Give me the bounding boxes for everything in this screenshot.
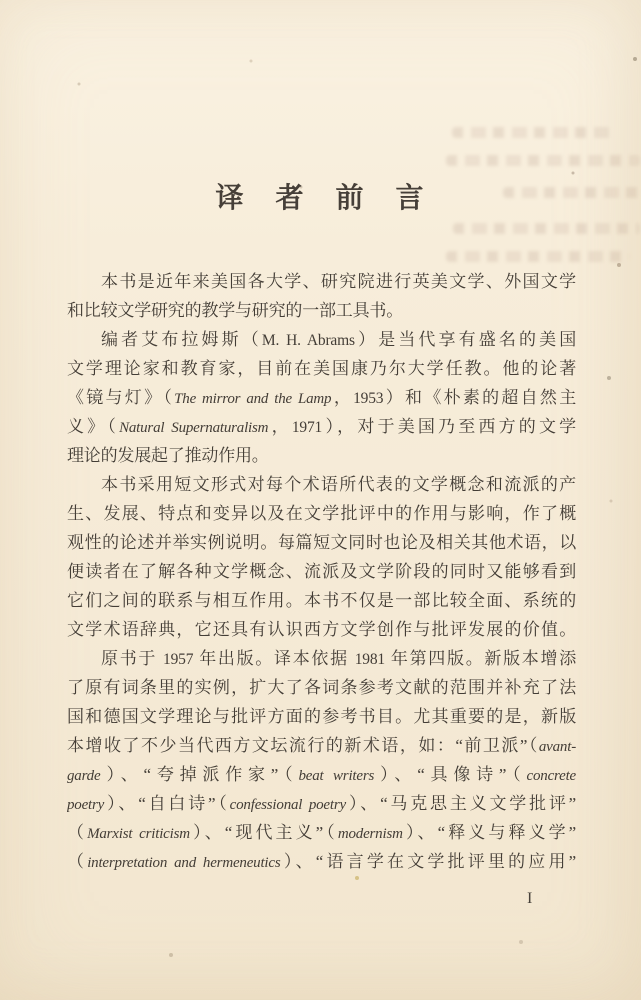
chinese-text: 国和德国文学理论与批评方面的参考书目。尤其重要的是，新版 <box>67 707 576 726</box>
text-line <box>67 296 576 325</box>
text-line <box>67 644 576 673</box>
chinese-text: ）、“自白诗”（ <box>104 794 230 813</box>
chinese-text: ， <box>331 388 354 407</box>
chinese-text: ）、“释义与释义学” <box>402 823 576 842</box>
paragraph <box>67 470 576 644</box>
bleedthrough-line <box>446 251 630 262</box>
bleedthrough-line <box>446 155 640 166</box>
text-line <box>67 354 576 383</box>
text-line <box>67 847 576 876</box>
latin-italic-text: beat writers <box>298 768 375 784</box>
text-line <box>67 499 576 528</box>
text-line <box>67 789 576 818</box>
chinese-text: （ <box>67 823 88 842</box>
paragraph <box>67 325 576 470</box>
chinese-text: 本增收了不少当代西方文坛流行的新术语，如：“前卫派”（ <box>67 736 539 755</box>
bleedthrough-line <box>453 223 640 234</box>
latin-italic-text: poetry <box>67 797 105 813</box>
chinese-text: 《镜与灯》（ <box>67 388 175 407</box>
chinese-text: 和比较文学研究的教学与研究的一部工具书。 <box>67 301 403 320</box>
chinese-text: 文学术语辞典，它还具有认识西方文学创作与批评发展的价值。 <box>67 620 576 639</box>
paragraph <box>67 267 576 325</box>
latin-italic-text: modernism <box>337 826 403 842</box>
text-line <box>67 441 576 470</box>
chinese-text: 了原有词条里的实例，扩大了各词条参考文献的范围并补充了法 <box>67 678 576 697</box>
chinese-text: ）、“具像诗”（ <box>374 765 527 784</box>
latin-italic-text: Marxist criticism <box>87 826 190 842</box>
chinese-text: 本书是近年来美国各大学、研究院进行英美文学、外国文学 <box>101 272 576 291</box>
text-line <box>67 586 576 615</box>
chinese-text: 年第四版。新版本增添 <box>384 649 576 668</box>
text-line <box>67 267 576 296</box>
bleedthrough-line <box>452 127 612 138</box>
text-line <box>67 702 576 731</box>
latin-italic-text: The mirror and the Lamp <box>174 391 332 407</box>
text-line <box>67 557 576 586</box>
chinese-text: ）、“夸掉派作家”（ <box>100 765 299 784</box>
text-line <box>67 615 576 644</box>
latin-roman-text: M. H. Abrams <box>261 332 355 349</box>
paper-speckles <box>0 0 2 2</box>
page-number: I <box>527 890 534 907</box>
text-line <box>67 760 576 789</box>
chinese-text: 生、发展、特点和变异以及在文学批评中的作用与影响，作了概 <box>67 504 576 523</box>
chinese-text: ）、“语言学在文学批评里的应用” <box>280 852 576 871</box>
chinese-text: 观性的论述并举实例说明。每篇短文同时也论及相关其他术语，以 <box>67 533 576 552</box>
chinese-text: ， <box>268 417 292 436</box>
text-line <box>67 673 576 702</box>
chinese-text: 理论的发展起了推动作用。 <box>67 446 269 465</box>
chinese-text: ）、“现代主义”（ <box>189 823 338 842</box>
chinese-text: ）和《朴素的超自然主 <box>383 388 576 407</box>
chinese-text: 本书采用短文形式对每个术语所代表的文学概念和流派的产 <box>101 475 576 494</box>
latin-italic-text: confessional poetry <box>229 797 346 813</box>
latin-italic-text: garde <box>67 768 101 784</box>
latin-roman-text: 1953 <box>353 390 384 407</box>
latin-italic-text: interpretation and hermeneutics <box>87 855 281 871</box>
chinese-text: 文学理论家和教育家，目前在美国康乃尔大学任教。他的论著 <box>67 359 576 378</box>
text-body <box>67 267 576 876</box>
text-line <box>67 528 576 557</box>
text-line <box>67 325 576 354</box>
latin-roman-text: 1981 <box>354 651 385 668</box>
chinese-text: ）、“马克思主义文学批评” <box>345 794 576 813</box>
latin-italic-text: concrete <box>526 768 576 784</box>
text-line <box>67 412 576 441</box>
text-line <box>67 470 576 499</box>
latin-italic-text: avant- <box>538 739 576 755</box>
chinese-text: 便读者在了解各种文学概念、流派及文学阶段的同时又能够看到 <box>67 562 576 581</box>
chinese-text: 年出版。译本依据 <box>193 649 355 668</box>
chinese-text: ）是当代享有盛名的美国 <box>354 330 576 349</box>
paragraph <box>67 644 576 876</box>
chinese-text: 义》（ <box>67 417 120 436</box>
text-line <box>67 818 576 847</box>
chinese-text: ），对于美国乃至西方的文学 <box>322 417 576 436</box>
text-line <box>67 731 576 760</box>
chinese-text: 它们之间的联系与相互作用。本书不仅是一部比较全面、系统的 <box>67 591 576 610</box>
page-title: 译 者 前 言 <box>215 183 426 214</box>
text-line <box>67 383 576 412</box>
chinese-text: 编者艾布拉姆斯（ <box>101 330 262 349</box>
latin-roman-text: 1957 <box>163 651 194 668</box>
latin-roman-text: 1971 <box>291 419 323 436</box>
latin-italic-text: Natural Supernaturalism <box>119 420 269 436</box>
chinese-text: （ <box>67 852 88 871</box>
chinese-text: 原书于 <box>101 649 164 668</box>
